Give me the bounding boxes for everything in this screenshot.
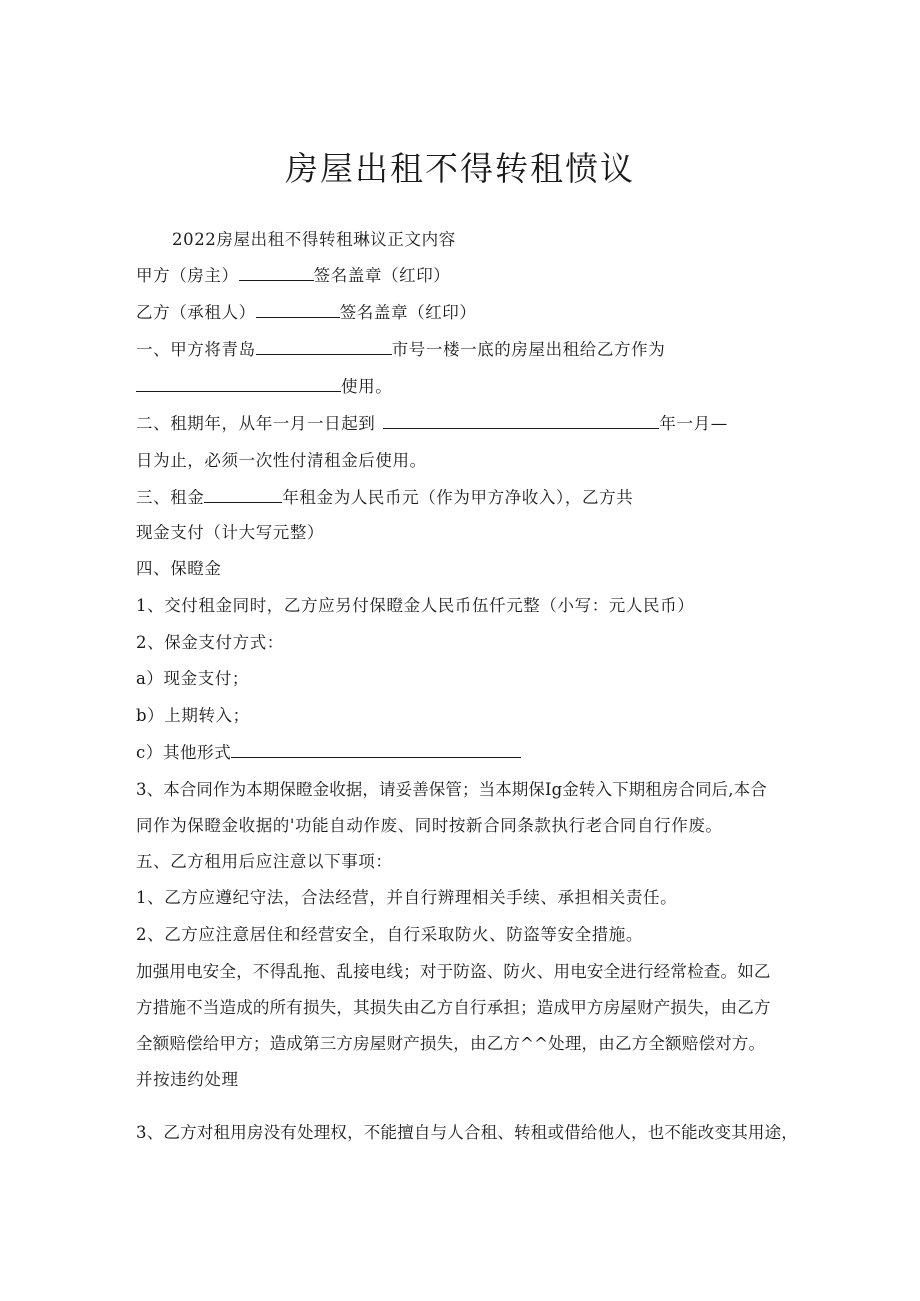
clause4-item3-line2: 同作为保瞪金收据的'功能自动作废、同时按新合同条款执行老合同自行作废。 xyxy=(136,816,723,835)
clause2-line1 xyxy=(136,412,728,436)
clause3-prefix: 三、租金 xyxy=(136,488,205,507)
clause5-para-line4: 并按违约处理 xyxy=(136,1070,239,1089)
party-a-blank xyxy=(239,264,314,281)
clause1-prefix: 一、甲方将青岛 xyxy=(136,340,256,359)
clause4-option-c-line xyxy=(136,741,521,765)
clause1-location-blank xyxy=(256,338,392,355)
clause4-item3-line1: 3、本合同作为本期保瞪金收据，请妥善保管；当本期保Ig金转入下期租房合同后,本合 xyxy=(136,780,767,799)
clause5-item1: 1、乙方应遵纪守法，合法经营，并自行辨理相关手续、承担相关责任。 xyxy=(136,888,678,907)
clause5-para-line3: 全额赔偿给甲方；造成第三方房屋财产损失，由乙方^^处理，由乙方全额赔偿对方。 xyxy=(136,1034,766,1053)
party-b-blank xyxy=(256,301,340,318)
clause5-item3: 3、乙方对租用房没有处理权，不能擅自与人合租、转租或借给他人，也不能改变其用途， xyxy=(136,1123,798,1142)
party-b-signature: 签名盖章（红印） xyxy=(339,303,477,322)
party-a-label: 甲方（房主） xyxy=(136,266,239,285)
clause4-item1: 1、交付租金同时，乙方应另付保瞪金人民币伍仟元整（小写：元人民币） xyxy=(136,596,695,615)
clause3-line1 xyxy=(136,486,633,510)
clause1-line1 xyxy=(136,338,665,362)
clause4-option-c: c）其他形式 xyxy=(136,743,232,762)
clause1-use-blank xyxy=(136,375,341,392)
clause3-rent-blank xyxy=(204,486,282,503)
clause2-suffix: 年一月— xyxy=(659,414,728,433)
clause5-para-line1: 加强用电安全，不得乱拖、乱接电线；对于防盗、防火、用电安全进行经常检查。如乙 xyxy=(136,962,771,981)
party-a-signature: 签名盖章（红印） xyxy=(313,266,451,285)
clause4-other-blank xyxy=(231,741,521,758)
document-subtitle: 2022房屋出租不得转租琳议正文内容 xyxy=(172,230,456,249)
clause1-line2 xyxy=(136,375,392,399)
clause1-middle: 市号一楼一底的房屋出租给乙方作为 xyxy=(391,340,666,359)
clause1-end: 使用。 xyxy=(341,377,393,396)
clause2-line2: 日为止，必须一次性付清租金后使用。 xyxy=(136,451,427,470)
clause2-prefix: 二、租期年，从年一月一日起到 xyxy=(136,414,376,433)
clause5-para-line2: 方措施不当造成的所有损失，其损失由乙方自行承担；造成甲方房屋财产损失，由乙方 xyxy=(136,998,771,1017)
party-b-label: 乙方（承租人） xyxy=(136,303,256,322)
clause4-heading: 四、保瞪金 xyxy=(136,559,222,578)
clause4-option-a: a）现金支付； xyxy=(136,669,250,688)
clause4-item2: 2、保金支付方式： xyxy=(136,633,284,652)
clause3-line2: 现金支付（计大写元整） xyxy=(136,523,325,542)
clause5-heading: 五、乙方租用后应注意以下事项： xyxy=(136,852,393,871)
clause3-suffix: 年租金为人民币元（作为甲方净收入），乙方共 xyxy=(282,488,634,507)
clause4-option-b: b）上期转入； xyxy=(136,706,250,725)
document-title: 房屋出租不得转租愤议 xyxy=(285,149,635,188)
party-a-line xyxy=(136,264,450,288)
clause5-item2: 2、乙方应注意居住和经营安全，自行采取防火、防盗等安全措施。 xyxy=(136,925,643,944)
party-b-line xyxy=(136,301,477,325)
clause2-date-blank xyxy=(383,412,659,429)
